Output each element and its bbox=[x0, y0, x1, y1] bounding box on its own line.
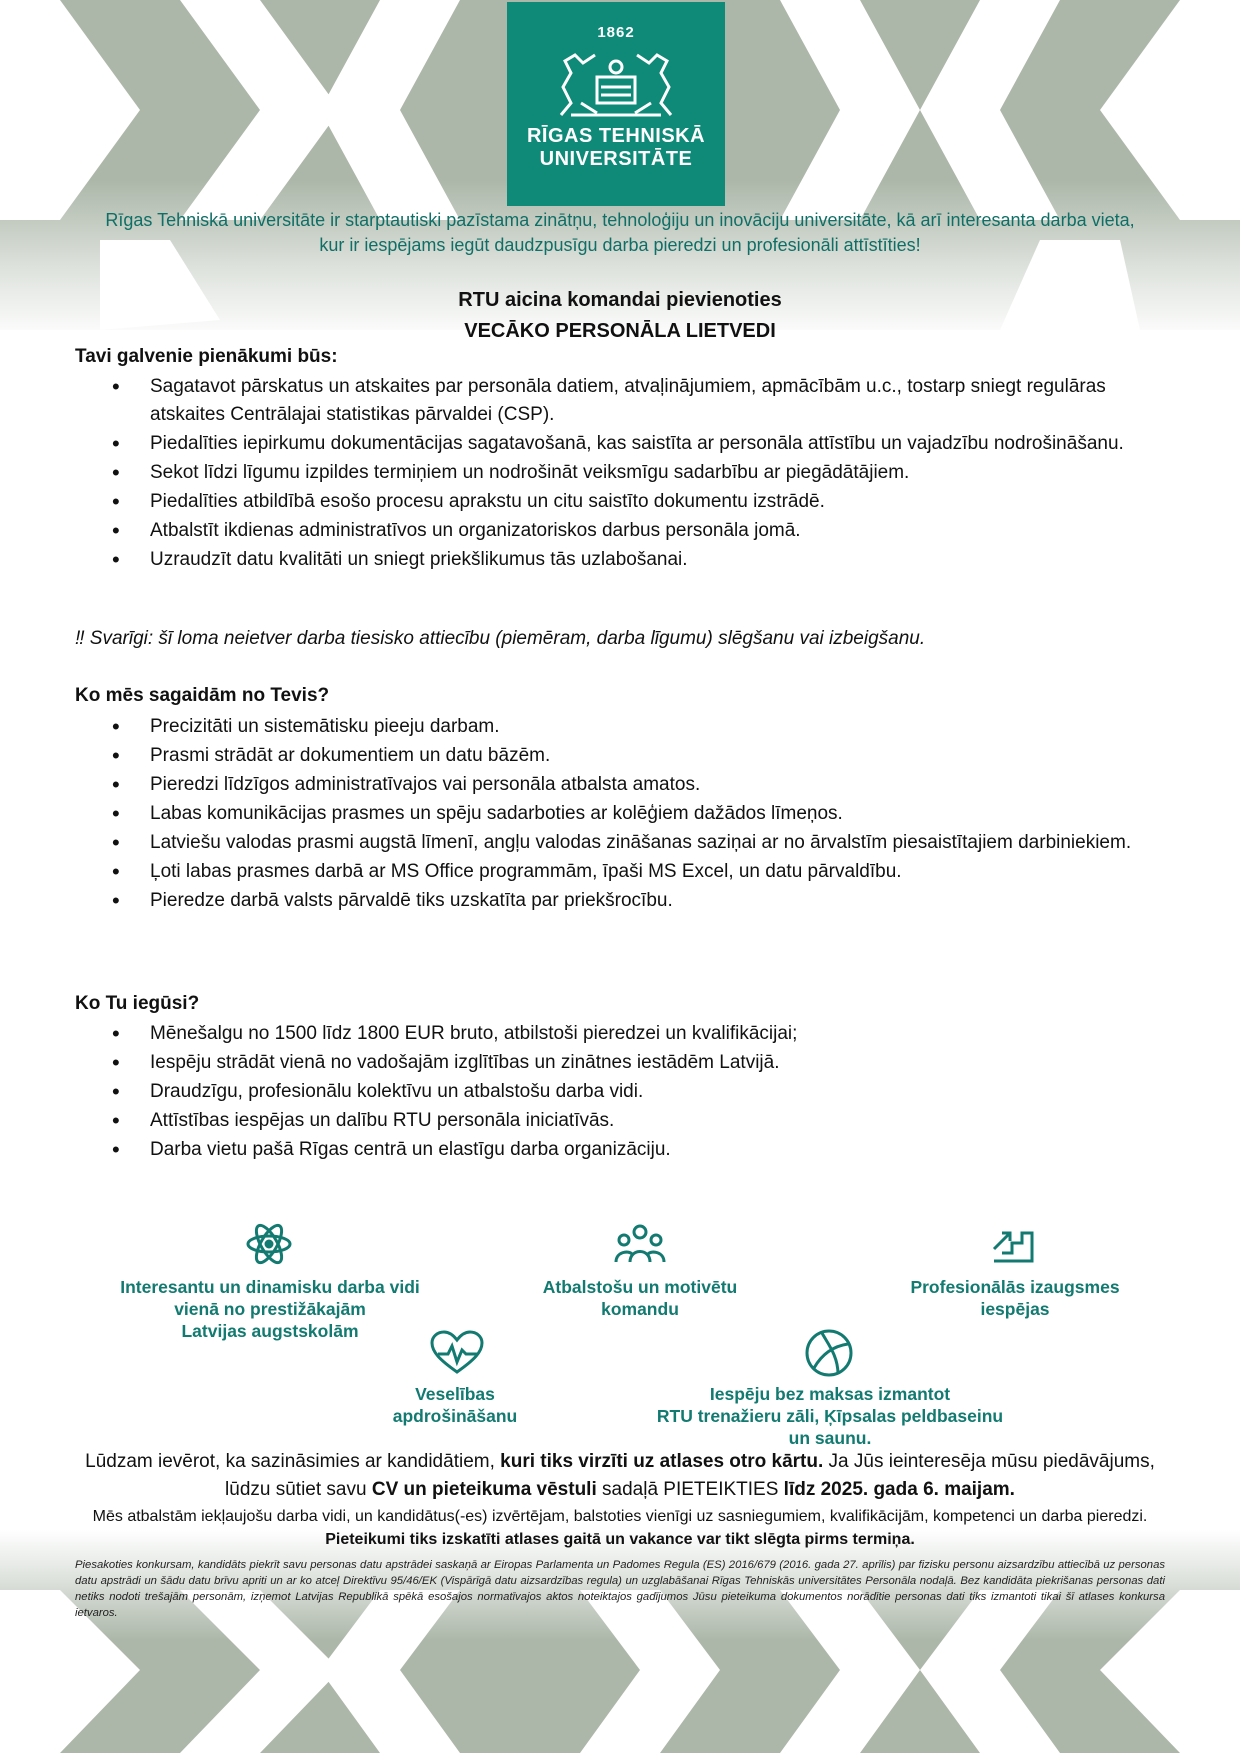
duties-list bbox=[112, 373, 1142, 575]
logo-name: RĪGAS TEHNISKĀ UNIVERSITĀTE bbox=[526, 125, 706, 170]
list-item: • Precizitāti un sistemātisku pieeju darbam. bbox=[112, 713, 1142, 741]
list-item: • Pieredzi līdzīgos administratīvajos vai personāla atbalsta amatos. bbox=[112, 771, 1142, 799]
list-item: • Attīstības iespējas un dalību RTU personāla iniciatīvās. bbox=[112, 1107, 1142, 1135]
application-note: Lūdzam ievērot, ka sazināsimies ar kandidātiem, kuri tiks virzīti uz atlases otro kārtu. Ja Jūs ieinteresēja mūsu piedāvājums, lūdzu sūtiet savu CV un pieteikuma vēstuli sadaļā PIETEIKTIES līdz 2025. gada 6. maijam. bbox=[85, 1451, 1155, 1500]
coat-of-arms-icon bbox=[541, 43, 691, 121]
list-item: • Piedalīties iepirkumu dokumentācijas sagatavošanā, kas saistīta ar personāla attīstību un vajadzību nodrošināšanu. bbox=[112, 430, 1142, 458]
list-item: • Draudzīgu, profesionālu kolektīvu un atbalstošu darba vidi. bbox=[112, 1078, 1142, 1106]
list-item: • Labas komunikācijas prasmes un spēju sadarboties ar kolēģiem dažādos līmeņos. bbox=[112, 800, 1142, 828]
list-item: • Prasmi strādāt ar dokumentiem un datu bāzēm. bbox=[112, 742, 1142, 770]
offer-list bbox=[112, 1020, 1142, 1165]
team-icon bbox=[612, 1222, 668, 1266]
rtu-logo bbox=[507, 2, 725, 206]
important-note: ‼ Svarīgi: šī loma neietver darba tiesisko attiecību (piemēram, darba līgumu) slēgšanu vai izbeigšanu. bbox=[75, 628, 926, 649]
stairs-growth-icon bbox=[990, 1225, 1036, 1265]
list-item: • Ļoti labas prasmes darbā ar MS Office programmām, īpaši MS Excel, un datu pārvaldību. bbox=[112, 858, 1142, 886]
offer-title: Ko Tu iegūsi? bbox=[75, 993, 200, 1014]
list-item: • Sagatavot pārskatus un atskaites par personāla datiem, atvaļinājumiem, apmācībām u.c., tostarp sniegt regulāras atskaites Centrālajai statistikas pārvaldei (CSP). bbox=[112, 373, 1142, 429]
duties-title: Tavi galvenie pienākumi būs: bbox=[75, 346, 338, 367]
list-item: • Atbalstīt ikdienas administratīvos un organizatoriskos darbus personāla jomā. bbox=[112, 517, 1142, 545]
expect-title: Ko mēs sagaidām no Tevis? bbox=[75, 685, 330, 706]
list-item: • Uzraudzīt datu kvalitāti un sniegt priekšlikumus tās uzlabošanai. bbox=[112, 546, 1142, 574]
intro-text: Rīgas Tehniskā universitāte ir starptautiski pazīstama zinātņu, tehnoloģiju un inovāciju universitāte, kā arī interesanta darba vieta, kur ir iespējams iegūt daudzpusīgu darba pieredzi un profesionāli attīstīties! bbox=[105, 210, 1135, 255]
job-heading: RTU aicina komandai pievienoties VECĀKO PERSONĀLA LIETVEDI bbox=[458, 289, 782, 342]
list-item: • Pieredze darbā valsts pārvaldē tiks uzskatīta par priekšrocību. bbox=[112, 887, 1142, 915]
volleyball-icon bbox=[804, 1328, 854, 1378]
list-item: • Latviešu valodas prasmi augstā līmenī, angļu valodas zināšanas saziņai ar no ārvalstīm piesaistītajiem darbiniekiem. bbox=[112, 829, 1142, 857]
benefit-health-insurance: Veselības apdrošināšanu bbox=[392, 1384, 518, 1426]
list-item: • Sekot līdzi līgumu izpildes termiņiem un nodrošināt veiksmīgu sadarbību ar piegādātājiem. bbox=[112, 459, 1142, 487]
data-privacy-notice: Piesakoties konkursam, kandidāts piekrīt savu personas datu apstrādei saskaņā ar Eiropas Parlamenta un Padomes Regula (ES) 2016/679 (2016. gada 27. aprīlis) par fizisku personu aizsardzību attiecībā uz personas datu apstrādi un šādu datu brīvu apriti un ar ko atceļ Direktīvu 95/46/EK (Vispārīgā datu aizsardzības regula) un uzglabāšanai Rīgas Tehniskās universitātes Personāla nodaļā. Bez kandidāta piekrišanas personas dati netiks nodoti trešajām personām, izņemot Latvijas Republikā spēkā esošajos normatīvajos aktos noteiktajos gadījumos Jūsu pieteikuma dokumentos norādītie personas dati tiks izmantoti tikai šī atlases konkursa ietvaros. bbox=[75, 1559, 1165, 1619]
logo-year: 1862 bbox=[597, 24, 635, 41]
benefit-growth: Profesionālās izaugsmes iespējas bbox=[910, 1277, 1120, 1319]
list-item: • Iespēju strādāt vienā no vadošajām izglītības un zinātnes iestādēm Latvijā. bbox=[112, 1049, 1142, 1077]
list-item: • Mēnešalgu no 1500 līdz 1800 EUR bruto, atbilstoši pieredzei un kvalifikācijai; bbox=[112, 1020, 1142, 1048]
atom-icon bbox=[245, 1220, 293, 1268]
inclusion-note: Mēs atbalstām iekļaujošu darba vidi, un kandidātus(-es) izvērtējam, balstoties vienīgi uz sasniegumiem, kvalifikācijām, kompetenci un darba pieredzi. Pieteikumi tiks izskatīti atlases gaitā un vakance var tikt slēgta pirms termiņa. bbox=[92, 1508, 1148, 1548]
expect-list bbox=[112, 713, 1142, 916]
list-item: • Piedalīties atbildībā esošo procesu aprakstu un citu saistīto dokumentu izstrādē. bbox=[112, 488, 1142, 516]
benefit-sports-facilities: Iespēju bez maksas izmantot RTU trenažieru zāli, Ķīpsalas peldbaseinu un saunu. bbox=[656, 1384, 1004, 1448]
benefit-work-environment: Interesantu un dinamisku darba vidi vienā no prestižākajām Latvijas augstskolām bbox=[120, 1277, 420, 1341]
benefit-team: Atbalstošu un motivētu komandu bbox=[542, 1277, 738, 1319]
list-item: • Darba vietu pašā Rīgas centrā un elastīgu darba organizāciju. bbox=[112, 1136, 1142, 1164]
